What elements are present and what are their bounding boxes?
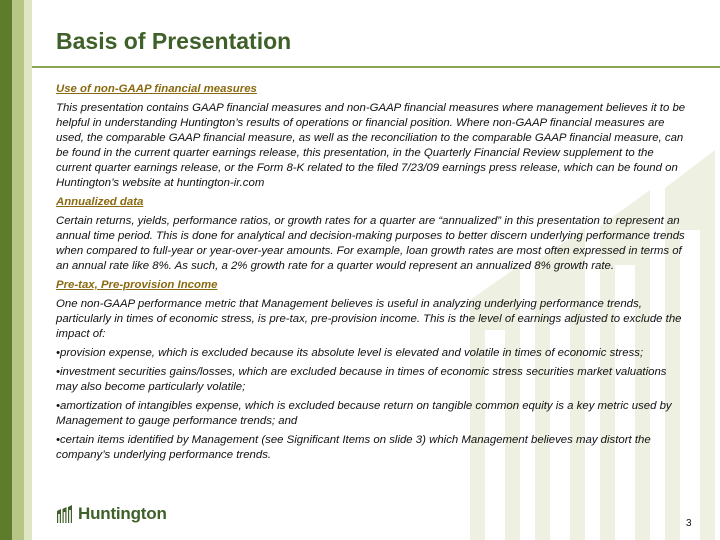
huntington-logo-icon bbox=[56, 505, 74, 523]
section-body-non-gaap: This presentation contains GAAP financial measures and non-GAAP financial measures where management believes it to be helpful in understanding Huntington’s results of operations or financial position. Where non-GAAP financial measures are used, the comparable GAAP financial measure, as well as the reconciliation to the comparable GAAP financial measure, can be found in the current quarter earnings release, this presentation, in the Quarterly Financial Review supplement to the current quarter earnings release, or the Form 8-K related to the filed 7/23/09 earnings press release, which can be found on Huntington’s website at huntington-ir.com bbox=[56, 102, 686, 189]
section-heading-non-gaap: Use of non-GAAP financial measures bbox=[56, 83, 257, 95]
bullet-item: •provision expense, which is excluded because its absolute level is elevated and volatile in times of economic stress; bbox=[56, 347, 644, 359]
bullet-item: •amortization of intangibles expense, which is excluded because return on tangible common equity is a key metric used by Management to gauge performance trends; and bbox=[56, 400, 672, 427]
section-heading-pretax: Pre-tax, Pre-provision Income bbox=[56, 279, 218, 291]
section-body-annualized: Certain returns, yields, performance ratios, or growth rates for a quarter are “annualized” in this presentation to represent an annual time period. This is done for analytical and decision-making purposes to better discern underlying performance trends when compared to full-year or year-over-year amounts. For example, loan growth rates are most often expressed in terms of an annual rate like 8%. As such, a 2% growth rate for a quarter would represent an annualized 8% growth rate. bbox=[56, 215, 685, 272]
logo-wordmark: Huntington bbox=[78, 504, 167, 523]
page-title: Basis of Presentation bbox=[56, 28, 292, 54]
section-heading-annualized: Annualized data bbox=[56, 196, 144, 208]
section-body-pretax: One non-GAAP performance metric that Management believes is useful in analyzing underlying performance trends, particularly in times of economic stress, is pre-tax, pre-provision income. This is the level of earnings adjusted to exclude the impact of: bbox=[56, 298, 682, 340]
bullet-item: •investment securities gains/losses, which are excluded because in times of economic stress securities market valuations may also become particularly volatile; bbox=[56, 366, 667, 393]
title-divider bbox=[32, 66, 720, 68]
page-number: 3 bbox=[686, 518, 692, 529]
slide-content bbox=[56, 82, 688, 467]
bullet-item: •certain items identified by Management (see Significant Items on slide 3) which Management believes may distort the company’s underlying performance trends. bbox=[56, 434, 651, 461]
